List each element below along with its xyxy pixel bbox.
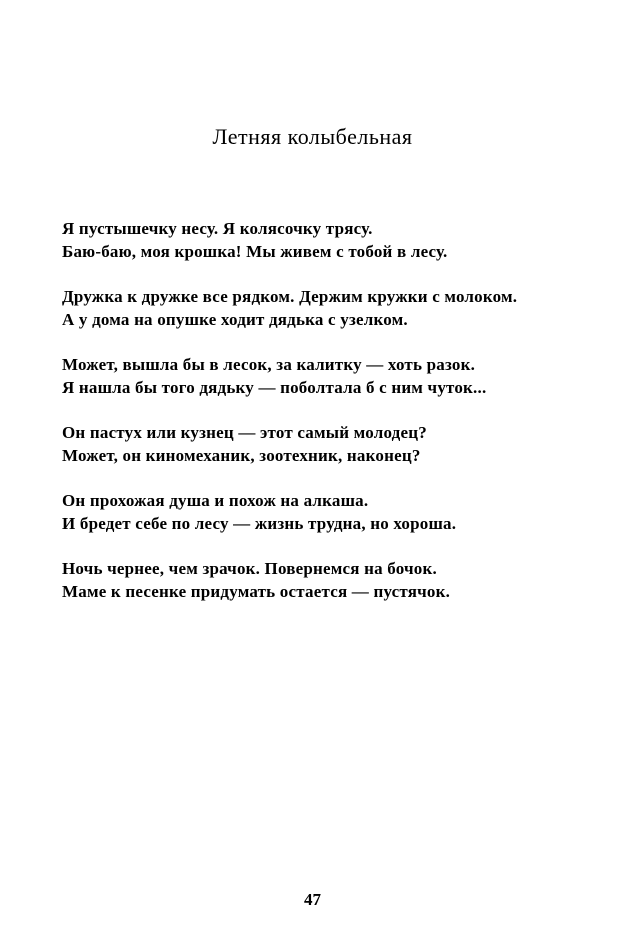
stanza-4: [62, 421, 582, 467]
poem-line: Баю-баю, моя крошка! Мы живем с тобой в лесу.: [62, 242, 448, 261]
poem-line: Ночь чернее, чем зрачок. Повернемся на бочок.: [62, 559, 437, 578]
poem-line: Маме к песенке придумать остается — пустячок.: [62, 582, 451, 601]
poem-line: Может, он киномеханик, зоотехник, наконец?: [62, 446, 421, 465]
poem-line: Я пустышечку несу. Я колясочку трясу.: [62, 219, 373, 238]
poem-line: И бредет себе по лесу — жизнь трудна, но хороша.: [62, 514, 457, 533]
stanza-3: [62, 353, 582, 399]
page-number: 47: [304, 890, 321, 909]
stanza-1: [62, 217, 582, 263]
stanza-5: [62, 489, 582, 535]
stanza-6: [62, 557, 582, 603]
poem-line: Дружка к дружке все рядком. Держим кружки с молоком.: [62, 287, 518, 306]
stanza-2: [62, 285, 582, 331]
poem-line: Может, вышла бы в лесок, за калитку — хоть разок.: [62, 355, 476, 374]
poem-line: А у дома на опушке ходит дядька с узелком.: [62, 310, 408, 329]
poem-line: Я нашла бы того дядьку — поболтала б с ним чуток...: [62, 378, 487, 397]
poem-title: Летняя колыбельная: [212, 124, 413, 149]
poem-line: Он прохожая душа и похож на алкаша.: [62, 491, 369, 510]
poem-body: [62, 217, 582, 625]
poem-line: Он пастух или кузнец — этот самый молодец?: [62, 423, 427, 442]
